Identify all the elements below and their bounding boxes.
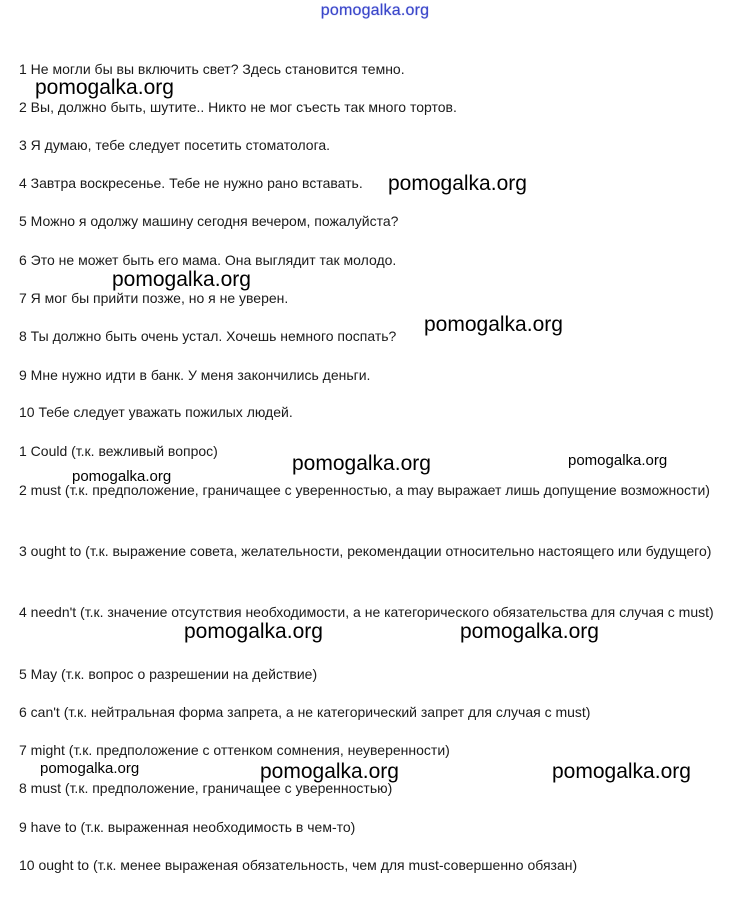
watermark: pomogalka.org	[388, 172, 527, 195]
translation-line-3: 3 Я думаю, тебе следует посетить стоматолога.	[19, 137, 331, 153]
translation-line-7: 7 Я мог бы прийти позже, но я не уверен.	[19, 290, 289, 306]
watermark: pomogalka.org	[260, 760, 399, 783]
watermark: pomogalka.org	[292, 452, 431, 475]
translation-line-2: 2 Вы, должно быть, шутите.. Никто не мог съесть так много тортов.	[19, 99, 457, 115]
watermark: pomogalka.org	[184, 620, 323, 643]
explanation-line-10: 10 ought to (т.к. менее выраженая обязательность, чем для must-совершенно обязан)	[19, 857, 578, 873]
site-header-link[interactable]: pomogalka.org	[320, 2, 430, 19]
watermark: pomogalka.org	[552, 760, 691, 783]
translation-line-1: 1 Не могли бы вы включить свет? Здесь становится темно.	[19, 61, 405, 77]
watermark: pomogalka.org	[424, 313, 563, 336]
watermark: pomogalka.org	[72, 468, 172, 485]
explanation-line-2: 2 must (т.к. предположение, граничащее с уверенностью, а may выражает лишь допущение возможности)	[19, 482, 710, 498]
translation-line-10: 10 Тебе следует уважать пожилых людей.	[19, 404, 293, 420]
explanation-line-4: 4 needn't (т.к. значение отсутствия необходимости, а не категорического обязательства для случая с must)	[19, 604, 714, 620]
watermark: pomogalka.org	[568, 452, 668, 469]
translation-line-9: 9 Мне нужно идти в банк. У меня закончились деньги.	[19, 367, 371, 383]
explanation-line-1: 1 Could (т.к. вежливый вопрос)	[19, 443, 218, 459]
watermark: pomogalka.org	[35, 76, 174, 99]
translation-line-8: 8 Ты должно быть очень устал. Хочешь немного поспать?	[19, 328, 397, 344]
watermark: pomogalka.org	[40, 760, 140, 777]
explanation-line-7: 7 might (т.к. предположение с оттенком сомнения, неуверенности)	[19, 742, 450, 758]
watermark: pomogalka.org	[112, 268, 251, 291]
explanation-line-9: 9 have to (т.к. выраженная необходимость в чем-то)	[19, 819, 356, 835]
translation-line-4: 4 Завтра воскресенье. Тебе не нужно рано вставать.	[19, 175, 363, 191]
watermark: pomogalka.org	[460, 620, 599, 643]
translation-line-6: 6 Это не может быть его мама. Она выглядит так молодо.	[19, 252, 397, 268]
explanation-line-3: 3 ought to (т.к. выражение совета, желательности, рекомендации относительно настоящего или будущего)	[19, 543, 712, 559]
explanation-line-6: 6 can't (т.к. нейтральная форма запрета, а не категорический запрет для случая с must)	[19, 704, 591, 720]
translation-line-5: 5 Можно я одолжу машину сегодня вечером, пожалуйста?	[19, 213, 399, 229]
explanation-line-8: 8 must (т.к. предположение, граничащее с уверенностью)	[19, 780, 393, 796]
explanation-line-5: 5 May (т.к. вопрос о разрешении на действие)	[19, 666, 318, 682]
